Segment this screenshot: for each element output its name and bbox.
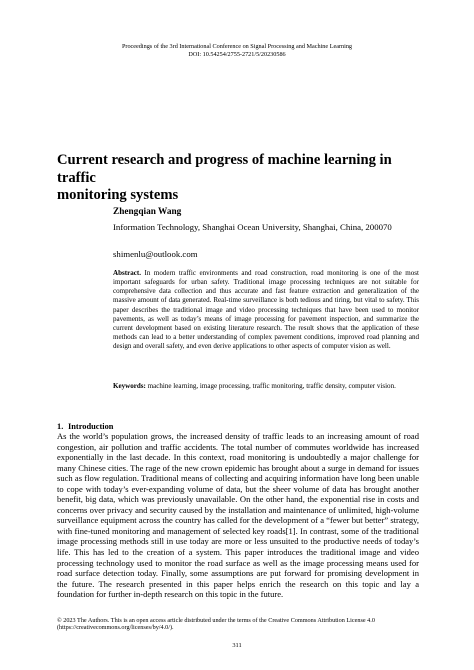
license-footnote [57,617,419,632]
page-number: 311 [232,642,242,649]
abstract-text: In modern traffic environments and road construction, road monitoring is one of the most important safeguards for urban safety. Traditional image processing techniques are not suitable for comprehensive data collection and thus accurate and fast feature extraction and generalization of the massive amount of data generated. Real-time surveillance is both tedious and tiring, but vital to safety. This paper describes the traditional image and video processing techniques that have been used to monitor pavements, as well as today’s means of image processing for pavement inspection, and summarize the current development based on existing literature research. The result shows that the application of these methods can lead to a better understanding of complex pavement conditions, improved road planning and design and overall safety, and even derive applications to other aspects of computer vision as well. [113,269,419,351]
author-affiliation: Information Technology, Shanghai Ocean University, Shanghai, China, 200070 [113,222,392,232]
author-name: Zhengqian Wang [113,207,182,217]
keywords-label: Keywords: [113,382,146,390]
section-title: Introduction [68,422,114,431]
introduction-paragraph: As the world’s population grows, the increased density of traffic leads to an increasing amount of road congestion, air pollution and traffic accidents. The total number of commutes worldwide has increased exponentially in the last decade. In this context, road monitoring is undoubtedly a major challenge for many Chinese cities. The rage of the new crown epidemic has brought about a surge in demand for issues such as flow regulation. Traditional means of collecting and acquiring information have long been unable to cope with today’s ever-expanding volume of data, but the sheer volume of data has brought another benefit, big data, which was previously unavailable. On the other hand, the exponential rise in costs and concerns over privacy and security caused by the installation and maintenance of unlimited, high-volume surveillance equipment across the country has called for the development of a “fewer but better” strategy, with fine-tuned monitoring and management of selected key roads[1]. In contrast, some of the traditional image processing methods still in use today are more or less unsuited to the productive needs of today’s life. This has led to the creation of a system. This paper introduces the traditional image and video processing technology used to monitor the road surface as well as the image processing means used for road surface detection today. Finally, some assumptions are put forward for promising development in the future. The research presented in this paper helps enrich the research on this topic and lay a foundation for further in-depth research on this topic in the future. [57,431,419,600]
keywords [113,382,419,391]
abstract-label: Abstract. [113,269,141,277]
doi: DOI: 10.54254/2755-2721/5/20230586 [188,50,286,58]
keywords-text: machine learning, image processing, traffic monitoring, traffic density, computer vision. [145,382,396,390]
section-heading [57,422,113,431]
paper-title [57,152,427,205]
conference-name: Proceedings of the 3rd International Conference on Signal Processing and Machine Learning [121,43,353,50]
paper-title-line-2: monitoring systems [57,187,179,203]
license-line-2: (https://creativecommons.org/licenses/by/4.0/). [57,624,174,632]
paper-title-line-1: Current research and progress of machine learning in traffic [57,152,392,186]
abstract [113,269,419,351]
running-header [0,43,474,58]
section-number: 1. [57,422,64,431]
license-line-1: © 2023 The Authors. This is an open access article distributed under the terms of the Creative Commons Attribution License 4.0 [57,617,375,624]
author-email: shimenlu@outlook.com [113,249,198,259]
